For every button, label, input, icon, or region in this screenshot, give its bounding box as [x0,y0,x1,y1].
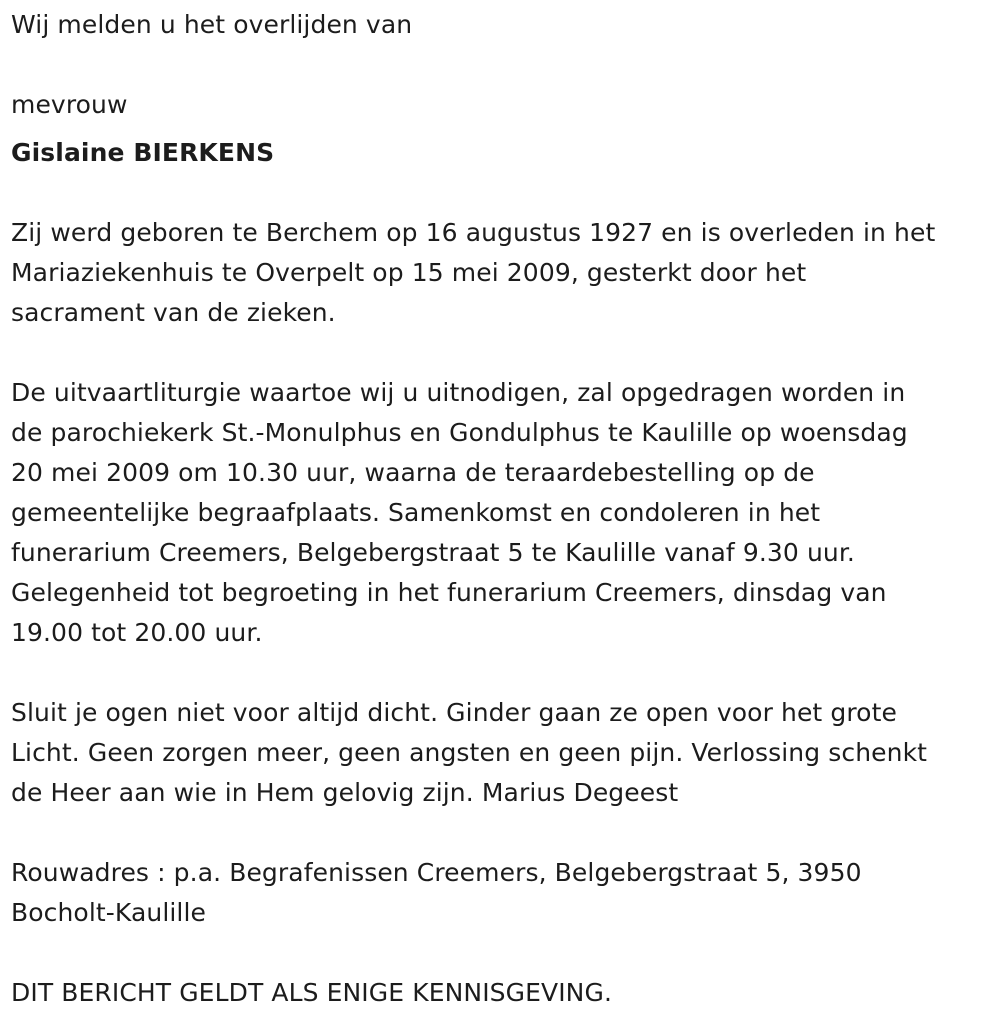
text-line: Licht. Geen zorgen meer, geen angsten en geen pijn. Verlossing schenkt [11,738,928,767]
funeral-paragraph [11,373,986,653]
closing-statement: DIT BERICHT GELDT ALS ENIGE KENNISGEVING. [11,978,612,1007]
notice-intro: Wij melden u het overlijden van [11,10,413,39]
text-line: Rouwadres : p.a. Begrafenissen Creemers, Belgebergstraat 5, 3950 [11,858,862,887]
text-line: Mariaziekenhuis te Overpelt op 15 mei 2009, gesterkt door het [11,258,807,287]
text-line: 20 mei 2009 om 10.30 uur, waarna de teraardebestelling op de [11,458,815,487]
text-line: 19.00 tot 20.00 uur. [11,618,263,647]
address-paragraph [11,853,986,933]
text-line: De uitvaartliturgie waartoe wij u uitnodigen, zal opgedragen worden in [11,378,906,407]
text-line: Sluit je ogen niet voor altijd dicht. Ginder gaan ze open voor het grote [11,698,897,727]
text-line: de parochiekerk St.-Monulphus en Gondulphus te Kaulille op woensdag [11,418,908,447]
deceased-name: Gislaine BIERKENS [11,138,275,167]
text-line: funerarium Creemers, Belgebergstraat 5 te Kaulille vanaf 9.30 uur. [11,538,855,567]
text-line: gemeentelijke begraafplaats. Samenkomst en condoleren in het [11,498,821,527]
text-line: sacrament van de zieken. [11,298,336,327]
text-line: de Heer aan wie in Hem gelovig zijn. Marius Degeest [11,778,679,807]
text-line: Bocholt-Kaulille [11,898,206,927]
text-line: Zij werd geboren te Berchem op 16 augustus 1927 en is overleden in het [11,218,936,247]
death-notice [11,0,986,1013]
text-line: Gelegenheid tot begroeting in het funerarium Creemers, dinsdag van [11,578,887,607]
salutation: mevrouw [11,90,128,119]
poem-paragraph [11,693,986,813]
birth-death-paragraph [11,213,986,333]
